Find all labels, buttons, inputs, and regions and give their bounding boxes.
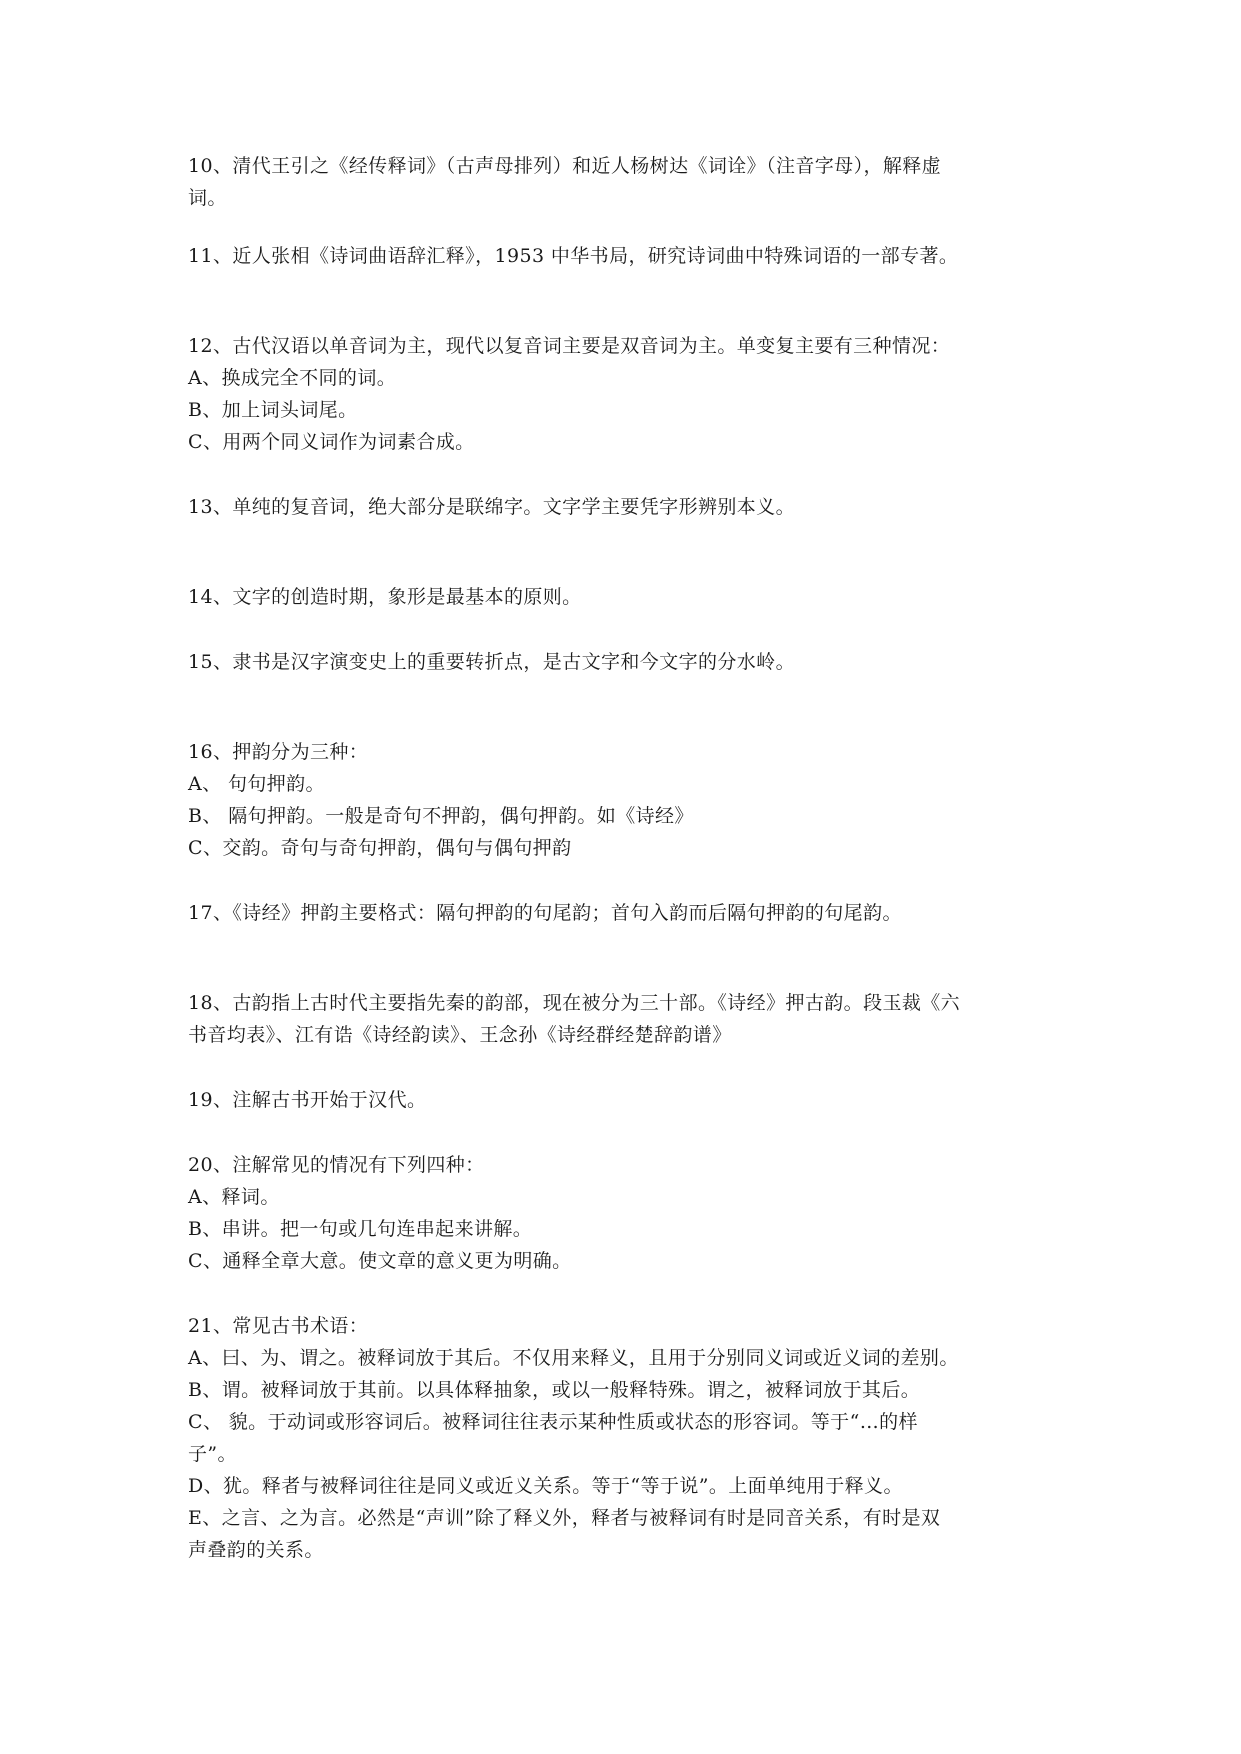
paragraph-spacer [188,523,1068,581]
text-line: 21、常见古书术语： [188,1315,369,1337]
paragraph-spacer [188,272,1068,330]
paragraph-block [188,150,1068,214]
paragraph-block [188,240,1068,272]
text-line: A、换成完全不同的词。 [188,367,397,389]
paragraph-block [188,1310,1068,1566]
text-line: C、 貌。于动词或形容词后。被释词往往表示某种性质或状态的形容词。等于“…的样 [188,1411,918,1433]
text-line: C、通释全章大意。使文章的意义更为明确。 [188,1250,572,1272]
text-line: 声叠韵的关系。 [188,1539,324,1561]
text-line: 16、押韵分为三种： [188,741,369,763]
paragraph-block [188,736,1068,864]
paragraph-block [188,491,1068,523]
paragraph-block [188,897,1068,929]
text-line: D、犹。释者与被释词往往是同义或近义关系。等于“等于说”。上面单纯用于释义。 [188,1475,903,1497]
paragraph-block [188,330,1068,458]
text-line: E、之言、之为言。必然是“声训”除了释义外，释者与被释词有时是同音关系，有时是双 [188,1507,941,1529]
text-line: 19、注解古书开始于汉代。 [188,1089,427,1111]
text-line: 12、古代汉语以单音词为主，现代以复音词主要是双音词为主。单变复主要有三种情况： [188,335,951,357]
text-line: C、交韵。奇句与奇句押韵，偶句与偶句押韵 [188,837,572,859]
paragraph-block [188,987,1068,1051]
text-line: 13、单纯的复音词，绝大部分是联绵字。文字学主要凭字形辨别本义。 [188,496,795,518]
text-line: 14、文字的创造时期，象形是最基本的原则。 [188,586,582,608]
text-line: 词。 [188,187,227,209]
text-line: 10、清代王引之《经传释词》（古声母排列）和近人杨树达《词诠》（注音字母），解释虚 [188,155,942,177]
text-line: 20、注解常见的情况有下列四种： [188,1154,485,1176]
text-line: B、加上词头词尾。 [188,399,358,421]
paragraph-block [188,1149,1068,1277]
text-line: 书音均表》、江有诰《诗经韵读》、王念孙《诗经群经楚辞韵谱》 [188,1024,732,1046]
paragraph-spacer [188,678,1068,736]
text-line: 18、古韵指上古时代主要指先秦的韵部，现在被分为三十部。《诗经》押古韵。段玉裁《六 [188,992,961,1014]
paragraph-spacer [188,1116,1068,1149]
paragraph-block [188,646,1068,678]
paragraph-spacer [188,929,1068,987]
text-line: B、 隔句押韵。一般是奇句不押韵，偶句押韵。如《诗经》 [188,805,694,827]
paragraph-spacer [188,458,1068,491]
paragraph-spacer [188,864,1068,897]
text-line: C、用两个同义词作为词素合成。 [188,431,475,453]
paragraph-block [188,581,1068,613]
text-line: 15、隶书是汉字演变史上的重要转折点，是古文字和今文字的分水岭。 [188,651,795,673]
text-line: 17、《诗经》押韵主要格式：隔句押韵的句尾韵；首句入韵而后隔句押韵的句尾韵。 [188,902,902,924]
paragraph-spacer [188,1051,1068,1084]
document-page [188,150,1068,1566]
text-line: A、曰、为、谓之。被释词放于其后。不仅用来释义，且用于分别同义词或近义词的差别。 [188,1347,959,1369]
text-line: B、串讲。把一句或几句连串起来讲解。 [188,1218,533,1240]
paragraph-spacer [188,613,1068,646]
text-line: 子”。 [188,1443,237,1465]
text-line: B、谓。被释词放于其前。以具体释抽象，或以一般释特殊。谓之，被释词放于其后。 [188,1379,921,1401]
paragraph-block [188,1084,1068,1116]
text-line: A、 句句押韵。 [188,773,325,795]
text-line: A、释词。 [188,1186,280,1208]
text-line: 11、近人张相《诗词曲语辞汇释》，1953 中华书局，研究诗词曲中特殊词语的一部专著。 [188,245,959,267]
paragraph-spacer [188,214,1068,240]
paragraph-spacer [188,1277,1068,1310]
